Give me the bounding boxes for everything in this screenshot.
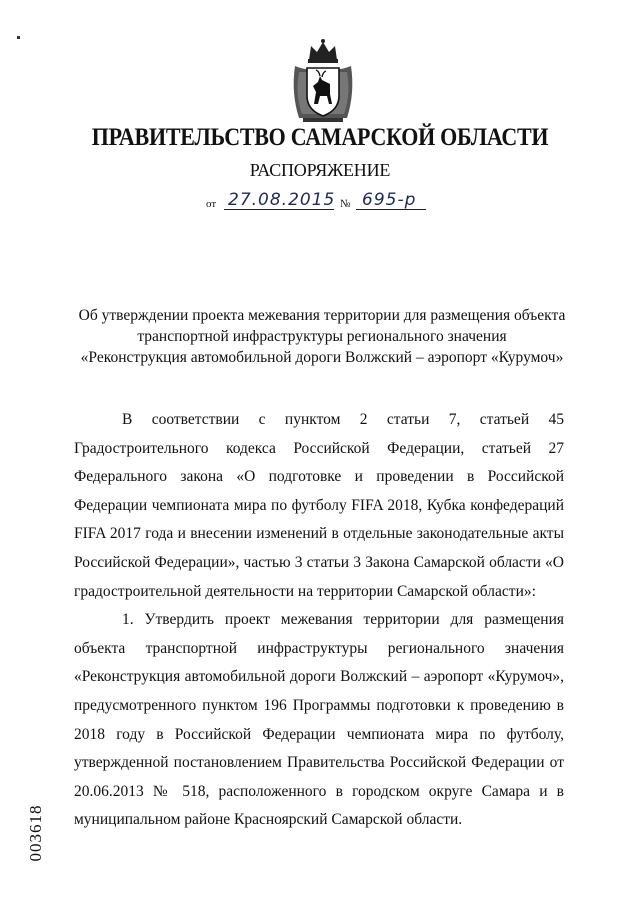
number-handwritten: 695-р (362, 190, 417, 210)
document-date-number (206, 188, 436, 214)
organization-title: ПРАВИТЕЛЬСТВО САМАРСКОЙ ОБЛАСТИ (91, 124, 549, 151)
subject-line: «Реконструкция автомобильной дороги Волжский – аэропорт «Курумоч» (80, 349, 564, 366)
subject-line: Об утверждении проекта межевания территории для размещения объекта (78, 307, 566, 324)
scan-speck (17, 36, 20, 39)
item-1-paragraph: 1. Утвердить проект межевания территории для размещения объекта транспортной инфраструктуры регионального значения «Реконструкция автомобильной дороги Волжский – аэропорт «Курумоч», предусмотренного пунктом 196 Программы подготовки к проведению в 2018 году в Российской Федерации чемпионата мира по футболу, утвержденной постановлением Правительства Российской Федерации от 20.06.2013 № 518, расположенного в городском округе Самара и в муниципальном районе Красноярский Самарской области. (74, 611, 564, 829)
subject-line: транспортной инфраструктуры регионального значения (137, 328, 507, 345)
preamble-paragraph: В соответствии с пунктом 2 статьи 7, статьей 45 Градостроительного кодекса Российской Федерации, статьей 27 Федерального закона «О подготовке и проведении в Российской Федерации чемпионата мира по футболу FIFA 2018, Кубка конфедераций FIFA 2017 года и внесении изменений в отдельные законодательные акты Российской Федерации», частью 3 статьи 3 Закона Самарской области «О градостроительной деятельности на территории Самарской области»: (74, 411, 564, 600)
samara-coat-of-arms-icon (289, 38, 357, 126)
document-body (74, 406, 564, 835)
serial-number-text: 003618 (26, 804, 45, 862)
document-subject (72, 305, 572, 368)
document-type: РАСПОРЯЖЕНИЕ (249, 160, 391, 180)
margin-serial-number (26, 783, 46, 883)
number-label: № (340, 198, 351, 210)
date-handwritten: 27.08.2015 (228, 190, 336, 210)
date-label: от (206, 198, 217, 210)
